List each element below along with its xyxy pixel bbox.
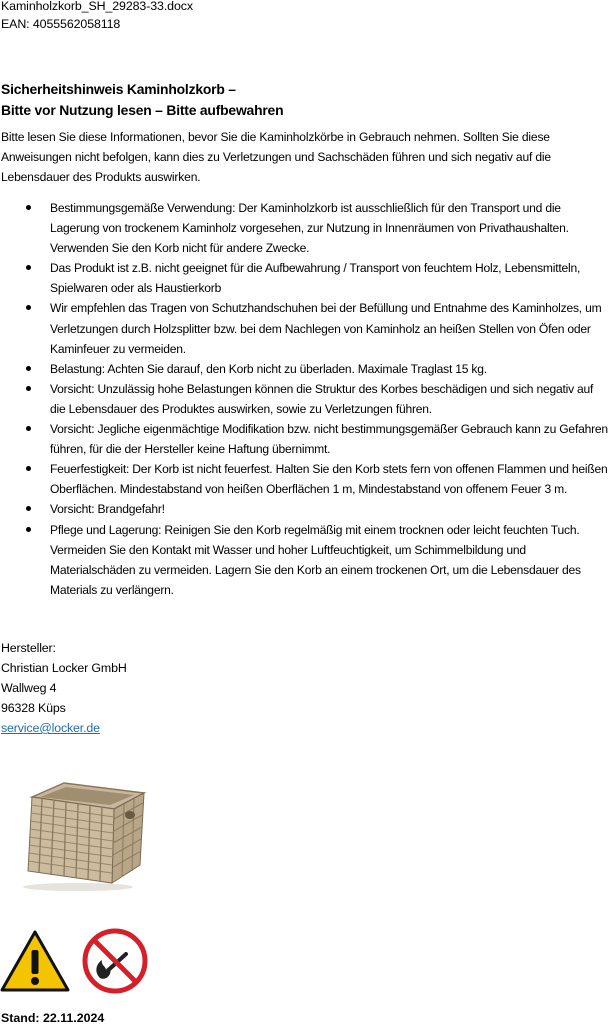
contact-email-link[interactable]: service@locker.de [1,721,100,735]
manufacturer-city: 96328 Küps [1,701,66,715]
bullet-icon [26,527,31,532]
list-item [0,359,608,379]
bullet-text: Vorsicht: Unzulässig hohe Belastungen können die Struktur des Korbes beschädigen und sich negativ auf die Lebensdauer des Produktes auswirken, sowie zu Verletzungen führen. [50,381,594,416]
list-item [0,520,608,600]
bullet-icon [26,466,31,471]
manufacturer-street: Wallweg 4 [1,681,57,695]
document-date: Stand: 22.11.2024 [1,1011,105,1025]
manufacturer-company: Christian Locker GmbH [1,661,127,675]
list-item [0,419,608,459]
bullet-text: Wir empfehlen das Tragen von Schutzhandschuhen bei der Befüllung und Entnahme des Kaminholzes, um Verletzungen durch Holzsplitter bzw. bei dem Nachlegen von Kaminholz an heißen Stellen von Öfen oder Kaminfeuer zu vermeiden. [50,301,602,356]
bullet-icon [26,305,31,310]
list-item [0,459,608,499]
document-title-line1: Sicherheitshinweis Kaminholzkorb – [1,81,236,97]
contact-email-row [1,720,100,736]
bullet-icon [26,265,31,270]
list-item [0,298,608,358]
no-open-flame-icon [82,928,148,994]
warning-triangle-icon [0,930,70,992]
manufacturer-label: Hersteller: [1,641,56,655]
bullet-text: Vorsicht: Jegliche eigenmächtige Modifikation bzw. nicht bestimmungsgemäßer Gebrauch kann zu Gefahren führen, für die der Hersteller keine Haftung übernimmt. [50,422,608,457]
safety-bullet-list [0,198,609,600]
list-item [0,198,608,258]
bullet-icon [26,506,31,511]
ean-code: EAN: 4055562058118 [1,17,121,31]
list-item [0,499,608,519]
bullet-text: Bestimmungsgemäße Verwendung: Der Kaminholzkorb ist ausschließlich für den Transport und die Lagerung von trockenem Kaminholz vorgesehen, zur Nutzung in Innenräumen von Privathaushalten. Verwenden Sie den Korb nicht für andere Zwecke. [50,201,569,256]
list-item [0,258,608,298]
bullet-icon [26,205,31,210]
bullet-text: Das Produkt ist z.B. nicht geeignet für die Aufbewahrung / Transport von feuchtem Holz, Lebensmitteln, Spielwaren oder als Haustierkorb [50,261,581,296]
bullet-text: Pflege und Lagerung: Reinigen Sie den Korb regelmäßig mit einem trocknen oder leicht feuchten Tuch. Vermeiden Sie den Kontakt mit Wasser und hoher Luftfeuchtigkeit, um Schimmelbildung und Materialschäden zu vermeiden. Lagern Sie den Korb an einem trockenen Ort, um die Lebensdauer des Materials zu verlängern. [50,522,581,597]
document-filename: Kaminholzkorb_SH_29283-33.docx [1,0,193,13]
bullet-icon [26,366,31,371]
bullet-text: Belastung: Achten Sie darauf, den Korb nicht zu überladen. Maximale Traglast 15 kg. [50,361,487,376]
bullet-icon [26,426,31,431]
bullet-text: Feuerfestigkeit: Der Korb ist nicht feuerfest. Halten Sie den Korb stets fern von offenen Flammen und heißen Oberflächen. Mindestabstand von heißen Oberflächen 1 m, Mindestabstand von offenem Feuer 3 m. [50,462,608,497]
bullet-icon [26,386,31,391]
wicker-basket-image [18,775,148,893]
list-item [0,379,608,419]
intro-paragraph: Bitte lesen Sie diese Informationen, bevor Sie die Kaminholzkörbe in Gebrauch nehmen. Sollten Sie diese Anweisungen nicht befolgen, kann dies zu Verletzungen und Sachschäden führen und sich negativ auf die Lebensdauer des Produkts auswirken. [1,130,551,184]
bullet-text: Vorsicht: Brandgefahr! [50,502,165,517]
document-title-line2: Bitte vor Nutzung lesen – Bitte aufbewahren [1,102,284,118]
